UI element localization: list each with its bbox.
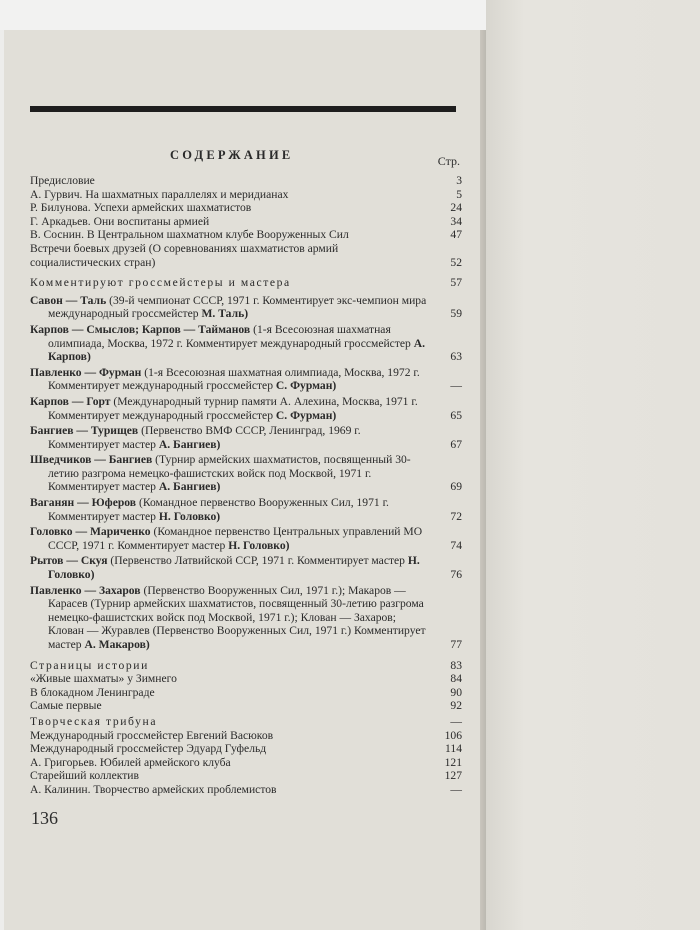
game-commentator: А. Бангиев) — [158, 437, 221, 451]
game-details: (Международный турнир памяти А. Алехина, Москва, 1971 г. Комментирует международный гроссмейстер — [48, 394, 418, 422]
toc-entry-history — [30, 699, 462, 713]
toc-entry-arkadiev — [30, 215, 462, 229]
entry-page: 69 — [450, 480, 462, 494]
entry-text: Предисловие — [30, 174, 95, 187]
game-players: Ваганян — Юферов — [30, 496, 137, 510]
game-details: (1-я Всесоюзная шахматная олимпиада, Москва, 1972 г. Комментирует международный гроссмейстер — [48, 365, 420, 393]
game-commentator: А. Бангиев) — [158, 480, 221, 494]
entry-text — [30, 453, 432, 494]
header-rule — [30, 106, 456, 112]
entry-text: «Живые шахматы» у Зимнего — [30, 672, 177, 686]
entry-text — [30, 496, 432, 523]
toc-section-commentary — [30, 276, 462, 290]
toc-game-entry — [30, 453, 462, 494]
page-number: 136 — [31, 808, 58, 828]
entry-page: 92 — [450, 699, 462, 713]
entry-page: 3 — [456, 174, 462, 187]
toc-game-entry — [30, 584, 462, 652]
entry-text: Старейший коллектив — [30, 769, 139, 783]
game-details: (Командное первенство Центральных управлений МО СССР, 1971 г. Комментирует мастер — [48, 525, 423, 552]
entry-text: В блокадном Ленинграде — [30, 685, 155, 699]
game-players: Бангиев — Турищев — [30, 424, 139, 438]
game-details: (Командное первенство Вооруженных Сил, 1971 г. Комментирует мастер — [48, 496, 389, 523]
toc-entry-history — [30, 686, 462, 700]
entry-page: 114 — [445, 742, 462, 756]
toc-entry-sosnin — [30, 228, 462, 242]
game-details: (39-й чемпионат СССР, 1971 г. Комментирует экс-чемпион мира международный гроссмейстер — [48, 293, 427, 321]
entry-page: 52 — [450, 255, 462, 269]
entry-page: — — [450, 782, 462, 796]
game-players: Карпов — Горт — [30, 394, 111, 408]
game-players: Головко — Мариченко — [30, 525, 151, 539]
game-commentator: С. Фурман) — [275, 379, 337, 393]
toc-game-entry — [30, 395, 462, 422]
game-details: (Первенство Вооруженных Сил, 1971 г.); Макаров — Карасев (Турнир армейских шахматистов, посвященный 30-летию разгрома немецко-фашистских войск под Москвой, 1971 г.); Клован — Захаров; Клован — Журавлев (Первенство Вооруженных Сил, 1971 г.) Комментирует мастер — [48, 583, 426, 651]
toc-game-entry — [30, 323, 462, 364]
toc-section-history — [30, 659, 462, 673]
game-commentator: А. Карпов) — [48, 336, 426, 364]
entry-text: А. Калинин. Творчество армейских проблемистов — [30, 782, 277, 796]
entry-text — [30, 554, 432, 581]
entry-text: Встречи боевых друзей (О соревнованиях шахматистов армий социалистических стран) — [30, 241, 339, 269]
entry-page: — — [450, 379, 462, 393]
entry-page: 34 — [450, 214, 462, 228]
page-column-label: Стр. — [437, 154, 460, 168]
toc-section-tribune — [30, 715, 462, 729]
entry-page: 76 — [450, 568, 462, 582]
game-players: Павленко — Захаров — [30, 583, 141, 597]
toc-entry-meetings — [30, 242, 462, 269]
toc-game-entry — [30, 554, 462, 581]
entry-page: 47 — [450, 228, 462, 242]
section-title: Страницы истории — [30, 658, 149, 672]
entry-page: 90 — [450, 685, 462, 699]
entry-page: 63 — [450, 350, 462, 364]
toc-title: СОДЕРЖАНИЕ — [170, 148, 294, 162]
toc-game-entry — [30, 496, 462, 523]
entry-page: 24 — [450, 201, 462, 215]
right-book-page — [486, 0, 700, 930]
toc-game-entry — [30, 294, 462, 321]
game-players: Рытов — Скуя — [30, 554, 108, 568]
game-details: (Первенство Латвийской ССР, 1971 г. Комментирует мастер — [110, 554, 405, 568]
game-commentator: Н. Головко) — [158, 509, 221, 523]
toc-entry-tribune — [30, 769, 462, 783]
entry-page: 106 — [444, 728, 462, 742]
game-commentator: М. Таль) — [201, 307, 249, 321]
entry-page: 77 — [450, 638, 462, 651]
entry-text — [30, 366, 432, 393]
entry-page: 59 — [450, 307, 462, 321]
toc-game-entry — [30, 424, 462, 451]
game-details: (Первенство ВМФ СССР, Ленинград, 1969 г. Комментирует мастер — [48, 424, 361, 451]
entry-text: А. Григорьев. Юбилей армейского клуба — [30, 755, 231, 769]
entry-page: 5 — [456, 187, 462, 201]
game-players: Савон — Таль — [30, 293, 107, 307]
toc-entry-tribune — [30, 729, 462, 743]
table-of-contents — [30, 144, 462, 797]
entry-page: 121 — [444, 755, 462, 769]
toc-game-entry — [30, 525, 462, 552]
entry-text — [30, 584, 432, 652]
entry-page: 83 — [450, 658, 462, 672]
entry-page: 74 — [450, 538, 462, 552]
entry-text — [30, 294, 432, 321]
entry-text: Г. Аркадьев. Они воспитаны армией — [30, 214, 210, 228]
entry-page: 67 — [450, 437, 462, 451]
entry-text: В. Соснин. В Центральном шахматном клубе Вооруженных Сил — [30, 228, 349, 242]
entry-page: 84 — [450, 672, 462, 686]
game-players: Шведчиков — Бангиев — [30, 453, 153, 467]
toc-entry-tribune — [30, 756, 462, 770]
entry-page: 57 — [450, 276, 462, 290]
entry-text — [30, 395, 432, 422]
toc-game-entry — [30, 366, 462, 393]
game-players: Карпов — Смыслов; Карпов — Тайманов — [30, 322, 251, 336]
entry-page: 127 — [444, 769, 462, 783]
game-commentator: С. Фурман) — [275, 408, 337, 422]
game-details: (1-я Всесоюзная шахматная олимпиада, Москва, 1972 г. Комментирует международный гроссмейстер — [48, 322, 411, 350]
section-title: Творческая трибуна — [30, 714, 158, 728]
entry-text: Р. Билунова. Успехи армейских шахматистов — [30, 201, 252, 215]
section-title: Комментируют гроссмейстеры и мастера — [30, 276, 291, 290]
entry-text — [30, 525, 432, 552]
game-players: Павленко — Фурман — [30, 365, 142, 379]
game-details: (Турнир армейских шахматистов, посвященный 30-летию разгрома немецко-фашистских войск под Москвой, 1971 г. Комментирует мастер — [48, 453, 411, 494]
toc-entry-tribune — [30, 783, 462, 797]
toc-entry-history — [30, 672, 462, 686]
game-commentator: А. Макаров) — [84, 638, 150, 651]
game-commentator: Н. Головко) — [228, 538, 290, 552]
entry-text — [30, 323, 432, 364]
entry-page: 72 — [450, 509, 462, 523]
toc-entry-preface — [30, 174, 462, 188]
toc-entry-gurvich — [30, 188, 462, 202]
entry-text: Самые первые — [30, 699, 102, 713]
game-commentator: Н. Головко) — [48, 554, 420, 582]
toc-heading-row — [30, 144, 462, 174]
entry-text: Международный гроссмейстер Евгений Васюков — [30, 728, 274, 742]
toc-entry-bilunova — [30, 201, 462, 215]
entry-page: 65 — [450, 408, 462, 422]
entry-text: А. Гурвич. На шахматных параллелях и меридианах — [30, 187, 289, 201]
entry-page: — — [450, 714, 462, 728]
entry-text — [30, 424, 432, 451]
entry-text: Международный гроссмейстер Эдуард Гуфельд — [30, 742, 267, 756]
toc-entry-tribune — [30, 742, 462, 756]
